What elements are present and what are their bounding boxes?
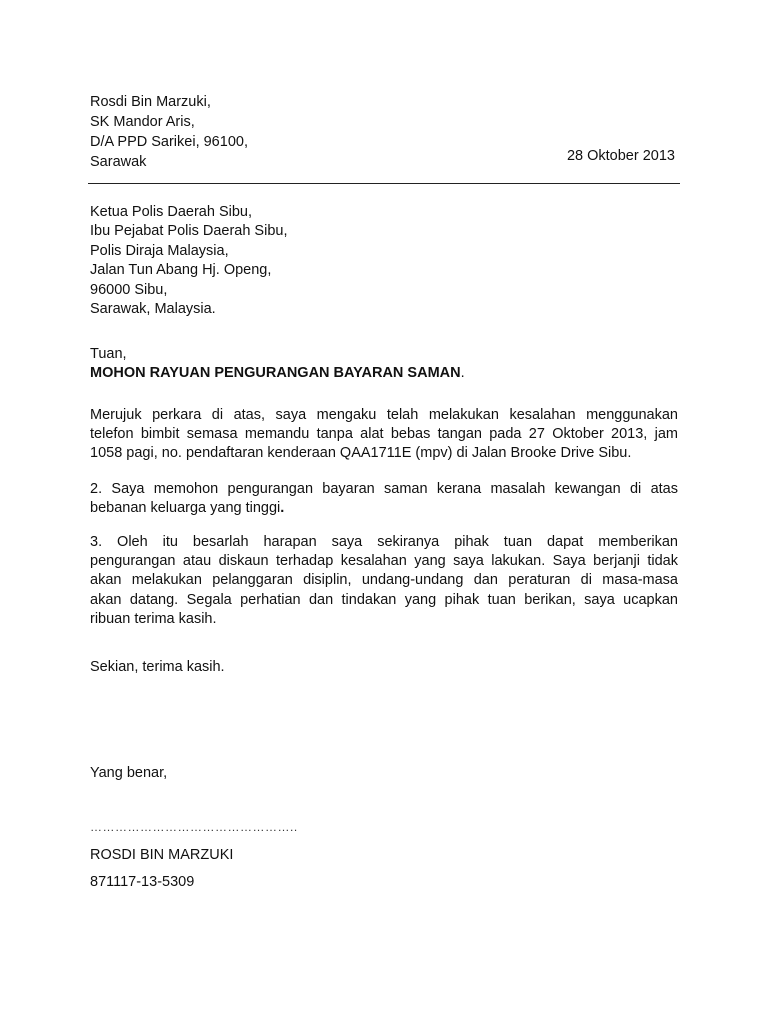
subject-suffix: . xyxy=(460,365,465,381)
recipient-line: 96000 Sibu, xyxy=(90,281,168,298)
salutation: Tuan, xyxy=(90,346,127,362)
signature-line: ………………………………………….. xyxy=(90,820,298,834)
letter-date: 28 Oktober 2013 xyxy=(566,148,675,164)
paragraph-text: bebanan keluarga yang tinggi xyxy=(90,500,281,517)
sign-off: Yang benar, xyxy=(90,765,168,781)
paragraph-2 xyxy=(90,480,678,518)
paragraph-3 xyxy=(90,533,678,629)
signatory-name: ROSDI BIN MARZUKI xyxy=(90,847,234,863)
sender-line: SK Mandor Aris, xyxy=(90,114,195,130)
subject-text: MOHON RAYUAN PENGURANGAN BAYARAN SAMAN xyxy=(90,365,461,381)
header-divider xyxy=(88,183,680,184)
paragraph-line: 1058 pagi, no. pendaftaran kenderaan QAA1711E (mpv) di Jalan Brooke Drive Sibu. xyxy=(90,445,632,462)
paragraph-line: ribuan terima kasih. xyxy=(90,610,217,627)
paragraph-1 xyxy=(90,406,678,464)
paragraph-line: pengurangan atau diskaun terhadap kesalahan yang saya lakukan. Saya berjanji tidak xyxy=(90,553,678,570)
subject-line xyxy=(90,364,465,383)
recipient-line: Sarawak, Malaysia. xyxy=(90,301,216,318)
paragraph-line: Merujuk perkara di atas, saya mengaku telah melakukan kesalahan menggunakan xyxy=(90,407,678,423)
recipient-line: Jalan Tun Abang Hj. Openg, xyxy=(90,262,272,279)
paragraph-line: 3. Oleh itu besarlah harapan saya sekiranya pihak tuan dapat memberikan xyxy=(90,534,678,550)
closing-remark: Sekian, terima kasih. xyxy=(90,659,225,675)
paragraph-line: telefon bimbit semasa memandu tanpa alat bebas tangan pada 27 Oktober 2013, jam xyxy=(90,426,678,443)
paragraph-line: akan melakukan pelanggaran disiplin, undang-undang dan peraturan di masa-masa xyxy=(90,572,678,589)
paragraph-line-last xyxy=(90,499,678,518)
recipient-line: Ibu Pejabat Polis Daerah Sibu, xyxy=(90,223,288,240)
paragraph-line: akan datang. Segala perhatian dan tindakan yang pihak tuan berikan, saya ucapkan xyxy=(90,591,678,608)
signatory-ic-number: 871117-13-5309 xyxy=(90,874,195,890)
sender-line: Rosdi Bin Marzuki, xyxy=(90,94,211,110)
sender-line: D/A PPD Sarikei, 96100, xyxy=(90,134,248,150)
recipient-address xyxy=(90,203,288,319)
sender-line: Sarawak xyxy=(90,154,147,170)
paragraph-line: 2. Saya memohon pengurangan bayaran saman kerana masalah kewangan di atas xyxy=(90,481,678,497)
recipient-line: Ketua Polis Daerah Sibu, xyxy=(90,204,253,220)
paragraph-end-mark: . xyxy=(280,500,285,517)
sender-address xyxy=(90,92,248,172)
recipient-line: Polis Diraja Malaysia, xyxy=(90,242,229,259)
